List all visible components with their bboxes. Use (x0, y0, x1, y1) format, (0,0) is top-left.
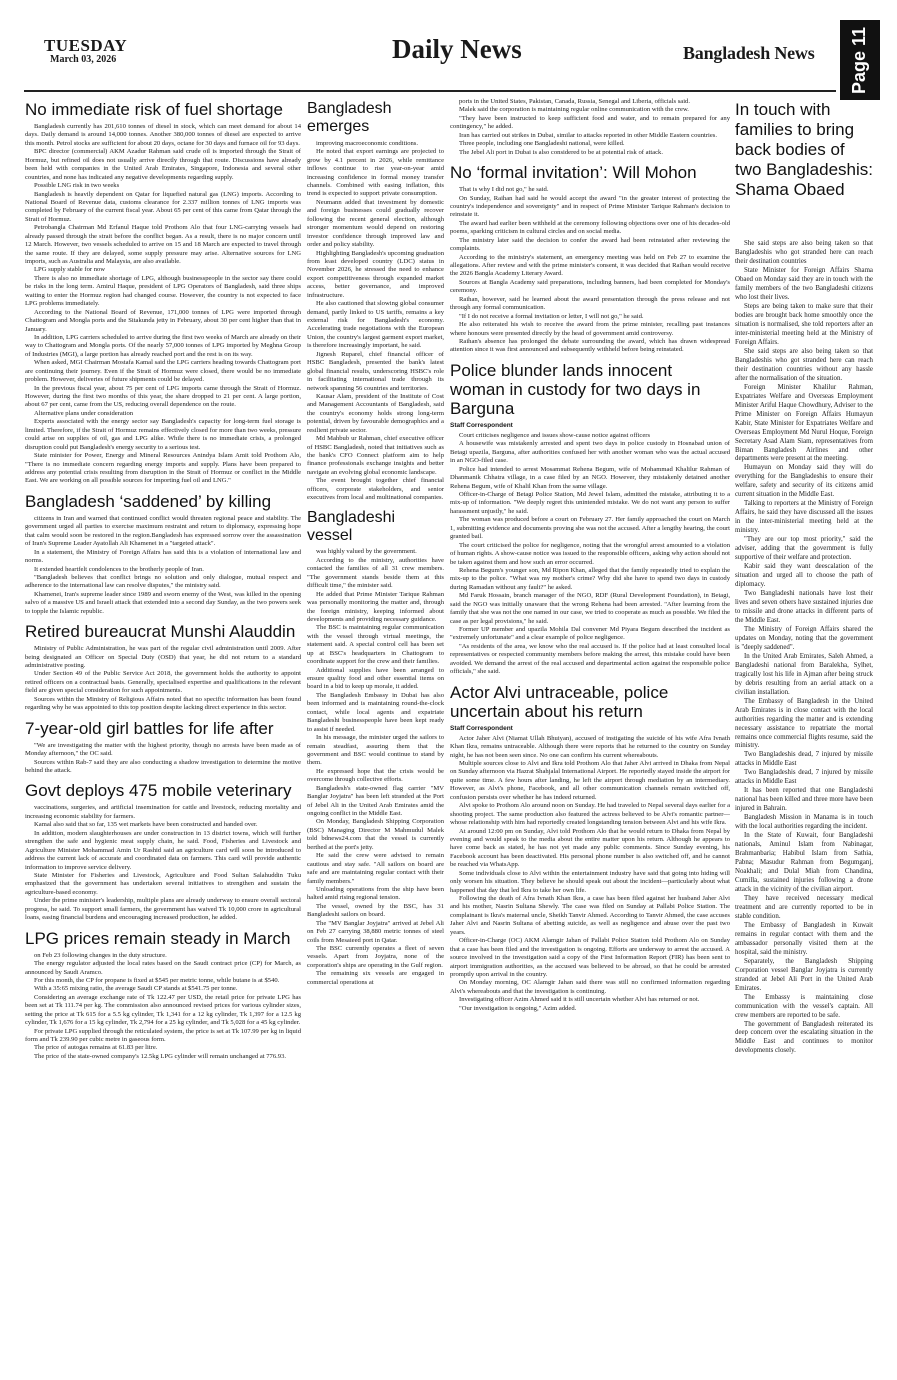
article-paragraph: At around 12:00 pm on Sunday, Alvi told Prothom Alo that he would return to Dhaka from Nepal by evening and would speak to the media about the entire matter upon his return. Although he appears to have come back as stated, he has not yet made any public comments. Since Sunday evening, his Facebook account has been deactivated. His personal phone number is also switched off, and he cannot be reached via WhatsApp. (450, 827, 730, 869)
article-paragraph: Md Mahbub ur Rahman, chief executive officer of HSBC Bangladesh, noted that initiatives such as the bank's CFO Connect platform aim to help finance professionals exchange insights and better navigate an evolving global economic landscape. (307, 435, 444, 476)
masthead-brand: Bangladesh News (683, 43, 815, 63)
article-paragraph: Raihan, however, said he learned about the award presentation through the press release and not through any formal communication. (450, 295, 730, 312)
article-paragraph: LPG supply stable for now (34, 266, 106, 274)
article-paragraph: Highlighting Bangladesh's upcoming graduation from least developed country (LDC) status in November 2026, he stressed the need to enhance export competitiveness through expanded market access, better governance, and improved infrastructure. (307, 249, 444, 299)
column-2 (307, 98, 444, 1368)
article-paragraph: She said steps are also being taken so that Bangladeshis who got stranded here can reach their destination countries (735, 240, 873, 266)
masthead (0, 0, 897, 94)
article-paragraph: When asked, MGI Chairman Mostafa Kamal said the LPG carriers heading towards Chattogram port are continuing their journey. Even if the Strait of Hormuz were closed, there would be no immediate problem. However, deliveries of future shipments could be delayed. (25, 359, 301, 384)
article-paragraph: "They are our top most priority," said the adviser, adding that the government is fully supportive of their welfare and protection. (735, 536, 873, 562)
article-headline: In touch with families to bring back bodies of two Bangladeshis: Shama Obaed (735, 100, 873, 200)
article-paragraph: On Monday, Bangladesh Shipping Corporation (BSC) Managing Director M Mahmudul Malek told bdnews24.com that the vessel is currently berthed at the port's jetty. (307, 818, 444, 851)
article-headline: Retired bureaucrat Munshi Alauddin (25, 622, 296, 642)
article-paragraph: Ministry of Public Administration, he was part of the regular civil administration until 2009. After being designated an Officer on Special Duty (OSD) that year, he did not return to a standard administrative posting. (25, 645, 301, 670)
article-paragraph: It has been reported that one Bangladeshi national has been killed and three more have been injured in Bahrain. (735, 787, 873, 813)
column-1 (25, 98, 301, 1368)
article-paragraph: In addition, modern slaughterhouses are under construction in 13 district towns, which will further strengthen the safe and hygienic meat supply chain, he said. Food, Fisheries and Livestock and Agriculture Minister Mohammad Amin Ur Rashid said an agriculture card will soon be introduced to address the current lack of accurate and coordinated data on farmers. This card will provide authentic information to improve service delivery. (25, 829, 301, 871)
article-paragraph: Malek said the corporation is maintaining regular online communication with the crew. (459, 106, 689, 114)
article-paragraph: Two Bangladeshis dead, 7 injured by missile attacks in Middle East (735, 751, 873, 768)
article-paragraph: Sources within Rab-7 said they are also conducting a shadow investigation to determine the motive behind the attack. (25, 758, 301, 774)
article-paragraph: A housewife was mistakenly arrested and spent two days in police custody in Hosnabad union of Betagi upazila, Barguna, after authorities confused her with another woman who was the actual accused in an NGO-filed case. (450, 440, 730, 465)
article-paragraph: The BSC is maintaining regular communication with the vessel through virtual meetings, the statement said. A special control cell has been set up at BSC's headquarters in Chattogram to coordinate support for the crew and their families. (307, 624, 444, 666)
article-headline: LPG prices remain steady in March (25, 928, 291, 948)
article (25, 929, 301, 1062)
article-paragraph: Former UP member and upazila Mohila Dal convener Md Piyara Begum described the incident as "extremely unfortunate" and a clear example of police negligence. (450, 626, 730, 642)
page-number-tab (840, 20, 880, 100)
article-paragraph: Bangladesh currently has 201,610 tonnes of diesel in stock, which can meet demand for about 14 days. Daily demand is around 14,000 tonnes. Another 380,000 tonnes of diesel are expected to arrive this month. Petrol stocks are sufficient for about 20 days, octane for 30 days and furnace oil for 93 days. (25, 123, 301, 147)
masthead-date: March 03, 2026 (50, 54, 117, 65)
article (25, 100, 301, 486)
article-paragraph: He also cautioned that slowing global consumer demand, partly linked to US tariffs, remains a key external risk for Bangladesh's economy. Accelerating trade negotiations with the European Union, the country's largest garment export market, is therefore increasingly important, he said. (307, 300, 444, 350)
article (450, 98, 730, 157)
article-paragraph: Actor Jaher Alvi (Niamat Ullah Bhuiyan), accused of instigating the suicide of his wife Afra Ivnath Khan Ikra, remains untraceable. Although there were reports that he returned to the country on Sunday night, he has not been seen since. No one can confirm his current whereabouts. (450, 734, 730, 759)
article-paragraph: The energy regulator adjusted the local rates based on the Saudi contract price (CP) for March, as announced by Saudi Aramco. (25, 960, 301, 976)
article-headline: 7-year-old girl battles for life after (25, 718, 274, 738)
article-paragraph: Kausar Alam, president of the Institute of Cost and Management Accountants of Bangladesh, said the country's economy holds strong long-term potential, driven by favourable demographics and a resilient private sector. (307, 392, 444, 434)
article-paragraph: Kamal also said that so far, 135 wet markets have been constructed and handed over. (34, 821, 258, 829)
article-headline: No immediate risk of fuel shortage (25, 100, 283, 119)
article-paragraph: improving macroeconomic conditions. (316, 139, 418, 147)
article-paragraph: The event brought together chief financial officers, corporate stakeholders, and senior executives from local and multinational companies. (307, 477, 444, 502)
article-paragraph: Alternative plans under consideration (34, 409, 134, 417)
article-paragraph: Steps are being taken to make sure that their bodies are brought back home smoothly once the situation is normalised, she told reporters after an inter-ministerial meeting held at the Ministry of Foreign Affairs. (735, 303, 873, 346)
article-paragraph: State Minister for Fisheries and Livestock, Agriculture and Food Sultan Salahuddin Tuku emphasized that the government has undertaken several initiatives to strengthen and sustain the agriculture-based economy. (25, 871, 301, 896)
article-paragraph: According to the ministry's statement, an emergency meeting was held on Feb 27 to examine the allegations. After review and with the prime minister's consent, it was decided that Raihan would receive the 2026 Bangla Academy Literary Award. (450, 253, 730, 278)
article-paragraph: The award had earlier been withheld at the ceremony following objections over one of his decades-old poems, sparking criticism in cultural circles and on social media. (450, 219, 730, 236)
article-paragraph: Under Section 49 of the Public Service Act 2018, the government holds the authority to appoint retired officers on a contractual basis. Generally, specialised expertise and qualifications in the relevant field are given special consideration for such appointments. (25, 670, 301, 695)
article-paragraph: ports in the United States, Pakistan, Canada, Russia, Senegal and Liberia, officials said. (459, 98, 690, 105)
article-paragraph: In his message, the minister urged the sailors to remain steadfast, assuring them that the government and BSC would continue to stand by them. (307, 734, 444, 767)
article-paragraph: Humayun on Monday said they will do everything for the Bangladeshis to ensure their welfare, safety and security of its citizens amid current situation in the Middle East. (735, 464, 873, 499)
article-paragraph: The "MV Banglar Joyjatra" arrived at Jebel Ali on Feb 27 carrying 38,880 metric tonnes of steel coils from Mesaieed port in Qatar. (307, 919, 444, 944)
article-paragraph: Separately, the Bangladesh Shipping Corporation vessel Banglar Joyjatra is currently stranded at Jebel Ali Port in the United Arab Emirates. (735, 957, 873, 992)
masthead-day: TUESDAY (44, 36, 128, 55)
article-paragraph: Additional supplies have been arranged to ensure quality food and other essential items on board in a bid to keep up morale, it added. (307, 666, 444, 691)
article-paragraph: The court criticised the police for negligence, noting that the wrongful arrest amounted to a violation of human rights. A show-cause notice was issued to the responsible officers, asking why action should not be taken against them and how such an error occurred. (450, 541, 730, 566)
article-headline: Bangladesh ‘saddened’ by killing (25, 491, 272, 511)
article-paragraph: Iran has carried out strikes in Dubai, similar to attacks reported in other Middle Eastern countries. (459, 131, 717, 139)
article-paragraph: The price of autogas remains at 61.83 per litre. (34, 1044, 158, 1052)
article-paragraph: "If I do not receive a formal invitation or letter, I will not go," he said. (459, 312, 644, 320)
article-headline: Bangladeshi vessel (307, 508, 396, 544)
article-paragraph: The woman was produced before a court on February 27. Her family approached the court on March 1, submitting evidence and documents proving she was not the accused. After a lengthy hearing, the court granted bail. (450, 516, 730, 541)
article-paragraph: According to the National Board of Revenue, 171,000 tonnes of LPG were imported through Chattogram and Mongla ports and the Sitakunda jetty in February, about 30 per cent higher than that in January. (25, 308, 301, 333)
article-paragraph: The Jebel Ali port in Dubai is also considered to be at potential risk of attack. (459, 148, 663, 156)
article-paragraph: There is also no immediate shortage of LPG, although businesspeople in the sector say there could be risks in the long term. Amirul Haque, president of LPG Operators of Bangladesh, said three ships waiting to enter the Hormuz region had changed course. However, the country is not expected to face LPG problems immediately. (25, 274, 301, 308)
article-paragraph: Considering an average exchange rate of Tk 122.47 per USD, the retail price for private LPG has been set at Tk 111.74 per kg. The commission also announced revised prices for various cylinder sizes, setting the price at Tk 615 for a 5.5 kg cylinder, Tk 1,341 for a 12 kg cylinder, Tk 1,397 for a 12.5 kg cylinder, Tk 1,676 for a 15 kg cylinder, Tk 2,794 for a 25 kg cylinder, and Tk 5,028 for a 45 kg cylinder. (25, 993, 301, 1027)
article-paragraph: Possible LNG risk in two weeks (34, 182, 120, 190)
article-paragraph: "As residents of the area, we know who the real accused is. If the police had at least consulted local representatives or respected community members before making the arrest, this mistake could have been avoided. We demand the arrest of the real accused and departmental action against the responsible police officials," she said. (450, 642, 730, 676)
article-paragraph: Two Bangladeshis dead, 7 injured by missile attacks in Middle East (735, 769, 873, 786)
article (25, 622, 301, 713)
article-paragraph: In the United Arab Emirates, Saleh Ahmed, a Bangladeshi national from Baralekha, Sylhet, tragically lost his life in Ajman after being struck by debris resulting from an aerial attack on a civilian installation. (735, 652, 873, 696)
article-paragraph: was highly valued by the government. (316, 548, 417, 556)
article-paragraph: He said the crew were advised to remain cautious and stay safe. "All sailors on board are safe and are maintaining regular contact with their family members." (307, 852, 444, 885)
article-paragraph: For this month, the CP for propane is fixed at $545 per metric tonne, while butane is at $540. (34, 976, 280, 984)
article-paragraph: For private LPG supplied through the reticulated system, the price is set at Tk 107.99 per kg in liquid form and Tk 239.90 per cubic metre in gaseous form. (25, 1027, 301, 1043)
article-paragraph: The remaining six vessels are engaged in commercial operations at (307, 970, 444, 986)
article-paragraph: The price of the state-owned company's 12.5kg LPG cylinder will remain unchanged at 776.93. (34, 1052, 287, 1060)
article-paragraph: BPC director (commercial) AKM Azadur Rahman said crude oil is imported through the Strait of Hormuz, but refined oil does not usually arrive directly through that route. Discussions have already been held with companies in the United Arab Emirates, Singapore, Indonesia and several other countries, and none has indicated any negative developments regarding supply. (25, 148, 301, 181)
article-paragraph: Three people, including one Bangladeshi national, were killed. (459, 140, 625, 148)
article (307, 100, 444, 503)
article-paragraph: Talking to reporters at the Ministry of Foreign Affairs, he said they have discussed all the issues in the inter-ministerial meeting held at the ministry. (735, 500, 873, 535)
article-paragraph: Neumann added that investment by domestic and foreign businesses could gradually recover following the recent general election, although stronger momentum would depend on restoring investor confidence through improved law and order and policy stability. (307, 198, 444, 249)
article-paragraph: He noted that export earnings are projected to grow by 4.1 percent in 2026, while remittance inflows continue to rise year-on-year amid increasing confidence in formal money transfer channels. Combined with easing inflation, this trend is expected to support private consumption. (307, 148, 444, 198)
article-paragraph: Rehena Begum's younger son, Md Ripon Khan, alleged that the family repeatedly tried to explain the mix-up to the police. "What was my mother's crime? Why did she have to spend two days in custody during Ramadan without any fault?" he asked. (450, 566, 730, 591)
article-paragraph: The ministry later said the decision to confer the award had been reinstated after reviewing the complaints. (450, 236, 730, 253)
article-paragraph: Officer-in-Charge of Betagi Police Station, Md Jewel Islam, admitted the mistake, attributing it to a mix-up of information. "We deeply regret this unintended mistake. We do not want any person to suffer harassment unjustly," he said. (450, 491, 730, 515)
article-paragraph: Bangladesh Mission in Manama is in touch with the local authorities regarding the incident. (735, 814, 873, 831)
column-3 (450, 98, 730, 1368)
article-paragraph: The Embassy of Bangladesh in the United Arab Emirates is in close contact with the local authorities regarding the matter and is extending necessary assistance to repatriate the mortal remains once commercial flights resume, said the ministry. (735, 697, 873, 750)
article-paragraph: It extended heartfelt condolences to the brotherly people of Iran. (34, 565, 204, 573)
article-paragraph: He added that Prime Minister Tarique Rahman was personally monitoring the matter and, through the foreign ministry, keeping informed about developments and providing necessary guidance. (307, 590, 444, 623)
article-paragraph: Kabir said they want deescalation of the situation and urged all to choose the path of diplomacy. (735, 563, 873, 589)
article-byline: Staff Correspondent (450, 724, 513, 732)
article-paragraph: "We are investigating the matter with the highest priority, though no arrests have been made as of Monday afternoon," the OC said. (25, 741, 301, 758)
article-paragraph: The Embassy of Bangladesh in Kuwait remains in regular contact with them and the ambassador personally visited them at the hospital, said the ministry. (735, 921, 873, 956)
article-paragraph: He expressed hope that the crisis would be overcome through collective efforts. (307, 767, 444, 784)
masthead-title: Daily News (392, 34, 522, 64)
article-paragraph: Unloading operations from the ship have been halted amid rising regional tension. (307, 885, 444, 902)
article-paragraph: "Our investigation is ongoing," Azim added. (459, 1004, 577, 1012)
article-paragraph: On Sunday, Raihan had said he would accept the award "in the greater interest of protecting the country's independence and sovereignty" and in respect of Prime Minister Tarique Rahman's decision to reinstate it. (450, 194, 730, 219)
article-paragraph: With a 35:65 mixing ratio, the average Saudi CP stands at $541.75 per tonne. (34, 985, 238, 993)
article-paragraph: State Minister for Foreign Affairs Shama Obaed on Monday said they are in touch with the family members of the two Bangladeshi citizens who lost their lives. (735, 267, 873, 302)
article-paragraph: Petrobangla Chairman Md Erfanul Haque told Prothom Alo that four LNG-carrying vessels had already passed through the strait before the conflict began. As a result, there is no major concern until 12 March. However, two vessels scheduled to arrive on 15 and 18 March are expected to travel through the same route. If they are delayed, some supply pressure may arise. Alternative sources for LNG imports, such as Australia and Malaysia, are also available. (25, 224, 301, 266)
article (25, 492, 301, 616)
article-paragraph: Some individuals close to Alvi within the entertainment industry have said that going into hiding will only worsen his situation. They believe he should speak out about the incident—particularly about what happened that day that led Ikra to take her own life. (450, 869, 730, 894)
article-headline: Actor Alvi untraceable, police uncertain about his return (450, 682, 669, 721)
article-headline: Police blunder lands innocent woman in custody for two days in Barguna (450, 360, 701, 418)
article-paragraph: The Ministry of Foreign Affairs shared the updates on Monday, noting that the government is "deeply saddened". (735, 625, 873, 651)
page-number-label: Page 11 (849, 26, 870, 94)
article-paragraph: Alvi spoke to Prothom Alo around noon on Sunday. He had traveled to Nepal several days earlier for a shooting project. The same production also featured the actress believed to be Alvi's romantic partner—whose relationship with him had reportedly created longstanding tension between Alvi and his wife Ikra. (450, 802, 730, 827)
article-headline: Govt deploys 475 mobile veterinary (25, 781, 292, 801)
article-paragraph: On Monday morning, OC Alamgir Jahan said there was still no confirmed information regarding Alvi's whereabouts and that the investigation is continuing. (450, 979, 730, 995)
article-paragraph: The government of Bangladesh reiterated its deep concern over the escalating situation in the Middle East and continues to monitor developments closely. (735, 1020, 873, 1055)
article-paragraph: Experts associated with the energy sector say Bangladesh's capacity for long-term fuel storage is limited. Therefore, if the Strait of Hormuz remains effectively closed for more than two weeks, pressure could arise on supplies of oil, gas and LPG alike. While there is no immediate crisis, a prolonged disruption could put Bangladesh's energy security to a serious test. (25, 418, 301, 451)
article-paragraph: Officer-in-Charge (OC) AKM Alamgir Jahan of Pallabi Police Station told Prothom Alo on Sunday that a case has been filed and the investigation is ongoing. Efforts are underway to arrest the accused. A source involved in the investigation said a copy of the First Information Report (FIR) has been sent to airport immigration authorities, as the accused was believed to be abroad, so that he could be arrested promptly upon arrival in the country. (450, 937, 730, 978)
article-paragraph: Khamenei, Iran's supreme leader since 1989 and sworn enemy of the West, was killed in the opening salvo of a massive US and Israeli attack that extended into a second day Sunday, as the two powers seek to topple the Islamic republic. (25, 590, 301, 615)
article-paragraph: In a statement, the Ministry of Foreign Affairs has said this is a violation of international law and norms. (25, 548, 301, 565)
article-paragraph: Sources at Bangla Academy said preparations, including banners, had been completed for Monday's ceremony. (450, 278, 730, 295)
article-paragraph: "Bangladesh believes that conflict brings no solution and only dialogue, mutual respect and adherence to the international law can resolve disputes," the ministry said. (25, 573, 301, 590)
article-paragraph: Two Bangladeshi nationals have lost their lives and seven others have sustained injuries due to missile and drone attacks in different parts of the Middle East. (735, 590, 873, 624)
article-paragraph: Following the death of Afra Ivnath Khan Ikra, a case has been filed against her husband Jaher Alvi and his mother, Nasrin Sultana Shewly. The case was filed on Sunday at Pallabi Police Station. The complainant is Ikra's maternal uncle, Sheikh Tanvir Ahmed. According to Tanvir Ahmed, the case accuses Jaher Alvi and Nasrin Sultana of abetting suicide, as well as negligence and abuse over the past two years. (450, 895, 730, 936)
masthead-divider (24, 90, 836, 92)
article-paragraph: The Bangladesh Embassy in Dubai has also been informed and is maintaining round-the-clock contact, while local agents and expatriate Bangladeshi businesspeople have been kept ready to assist if needed. (307, 691, 444, 733)
article-paragraph: State minister for Power, Energy and Mineral Resources Anindya Islam Amit told Prothom Alo, "There is no immediate concern regarding energy imports and supply. Plans have been prepared to address any potential crisis resulting from disruption in the Strait of Hormuz or conflict in the Middle East. We are working on all possible sources for importing fuel oil and LNG." (25, 452, 301, 485)
article-paragraph: In the State of Kuwait, four Bangladeshi nationals, Aminul Islam from Nabinagar, Brahmanbaria; Habibul Islam from Sathia, Pabna; Masudur Rahman from Begumganj, Noakhali; and Dulal Miah from Chandina, Cumilla, sustained injuries following a drone attack in the vicinity of the civilian airport. (735, 832, 873, 893)
article-paragraph: Investigating officer Azim Ahmed said it is still uncertain whether Alvi has returned or not. (459, 996, 700, 1004)
article-paragraph: citizens in Iran and warned that continued conflict would threaten regional peace and stability. The government urged all parties to exercise maximum restraint and return to diplomacy, expressing hope that calm would soon be restored in the region.Bangladesh has expressed sorrow over the assassination of Iran's Supreme Leader Ayatollah Ali Khamenei in a "targeted attack". (25, 514, 301, 548)
article-paragraph: Sources within the Ministry of Religious Affairs noted that no specific information has been found regarding why he was appointed to this top position despite lacking direct experience in this sector. (25, 695, 301, 712)
article (735, 100, 873, 1056)
article-paragraph: Police had intended to arrest Mosammat Rehena Begum, wife of Mohammad Khalilur Rahman of Dhanmanik Chhatra village, in a case filed by an NGO. However, they mistakenly detained another Rehena Begum, wife of Khalil Khan from the same village. (450, 465, 730, 490)
article-paragraph: Md Faruk Hossain, branch manager of the NGO, RDF (Rural Development Foundation), in Betagi, said the NGO was initially unaware that the wrong Rehena had been arrested. "After learning from the family that she was not the one named in our case, we tried to cooperate as much as possible. We filed the case as per legal provisions," he said. (450, 592, 730, 625)
article-paragraph: "They have been instructed to keep sufficient food and water, and to remain prepared for any contingency," he added. (450, 114, 730, 131)
article (450, 163, 730, 355)
article-paragraph: He also reiterated his wish to receive the award from the prime minister, recalling past instances where honours were presented directly by the head of government amid controversy. (450, 321, 730, 337)
article-headline: Bangladesh emerges (307, 100, 392, 135)
article-paragraph: Court criticises negligence and issues show-cause notice against officers (459, 431, 651, 439)
article-paragraph: In addition, LPG carriers scheduled to arrive during the first two weeks of March are already on their way to Chattogram and Mongla ports. Of the nearly 57,000 tonnes of LPG imported by Meghna Group of Industries (MGI), a large portion has already reached port and the rest is on its way. (25, 333, 301, 358)
column-4 (735, 98, 873, 1368)
article-paragraph: Raihan's absence has prolonged the debate surrounding the award, which has drawn widespread attention since it was first announced and subsequently withheld before being reinstated. (450, 337, 730, 354)
article-paragraph: In the previous fiscal year, about 75 per cent of LPG imports came through the Strait of Hormuz. However, during the first two months of this year, the share dropped to 21 per cent. A large portion, about 67 per cent, came from the US, reducing overall dependence on the route. (25, 384, 301, 409)
article-byline: Staff Correspondent (450, 421, 513, 429)
article-paragraph: She said steps are also being taken so that Bangladeshis who got stranded here can reach their destination countries without any hassle after the normalisation of the situation. (735, 347, 873, 382)
article-paragraph: on Feb 23 following changes in the duty structure. (34, 951, 167, 959)
article (307, 509, 444, 988)
article-paragraph: Jignesh Ruparel, chief financial officer of HSBC Bangladesh, presented the bank's latest global financial results, underscoring HSBC's role in facilitating international trade through its network spanning 56 countries and territories. (307, 350, 444, 392)
article-paragraph: Bangladesh's state-owned flag carrier "MV Banglar Joyjatra" has been left stranded at the Port of Jebel Ali in the United Arab Emirates amid the ongoing conflict in the Middle East. (307, 784, 444, 817)
article-paragraph: Under the prime minister's leadership, multiple plans are already underway to ensure overall sectoral progress, he said. To support small farmers, the government has waived Tk 10,000 crore in agricultural loans, easing financial burdens and encouraging increased production, he added. (25, 897, 301, 922)
article-paragraph: Bangladesh is heavily dependent on Qatar for liquefied natural gas (LNG) imports. According to National Board of Revenue data, customs clearance for 2.337 million tonnes of LNG imports was completed by February of the current fiscal year. About 65 per cent of this came from Qatar through the Strait of Hormuz. (25, 190, 301, 223)
article (25, 781, 301, 922)
article (450, 683, 730, 1014)
article-paragraph: They have received necessary medical treatment and are currently reported to be in stable condition. (735, 894, 873, 920)
article-paragraph: vaccinations, surgeries, and artificial insemination for cattle and livestock, reducing mortality and increasing economic stability for farmers. (25, 804, 301, 820)
article (25, 719, 301, 776)
article (450, 361, 730, 677)
article-paragraph: The vessel, owned by the BSC, has 31 Bangladeshi sailors on board. (307, 902, 444, 919)
article-paragraph: The BSC currently operates a fleet of seven vessels. Apart from Joyjatra, none of the corporation's ships are operating in the Gulf region. (307, 945, 444, 969)
article-paragraph: The Embassy is maintaining close communication with the vessel's captain. All crew members are reported to be safe. (735, 993, 873, 1019)
article-headline: No ‘formal invitation’: Will Mohon (450, 163, 697, 183)
article-paragraph: According to the ministry, authorities have contacted the families of all 31 crew members. "The government stands beside them at this difficult time," the minister said. (307, 556, 444, 590)
article-paragraph: Multiple sources close to Alvi and Ikra told Prothom Alo that Jaher Alvi arrived in Dhaka from Nepal on Sunday afternoon via Hazrat Shahjalal International Airport. He reportedly stayed inside the airport for quite some time. A few hours after landing, he left the airport through mediation by an intermediary. However, as Alvi's phone, Facebook, and all other communication channels remain switched off, confusion persists over whether he has indeed returned. (450, 760, 730, 801)
article-paragraph: Foreign Minister Khalilur Rahman, Expatriates Welfare and Overseas Employment Minister Ariful Haque Chowdhury, Adviser to the Prime Minister on Foreign Affairs Humayun Kabir, State Minister for Expatriates Welfare and Overseas Employment Md Nurul Hoque, Foreign Secretary Asad Alam Siam, representatives from Biman Bangladesh Airlines and other departments were present at the meeting. (735, 383, 873, 463)
article-paragraph: That is why I did not go," he said. (459, 186, 549, 194)
